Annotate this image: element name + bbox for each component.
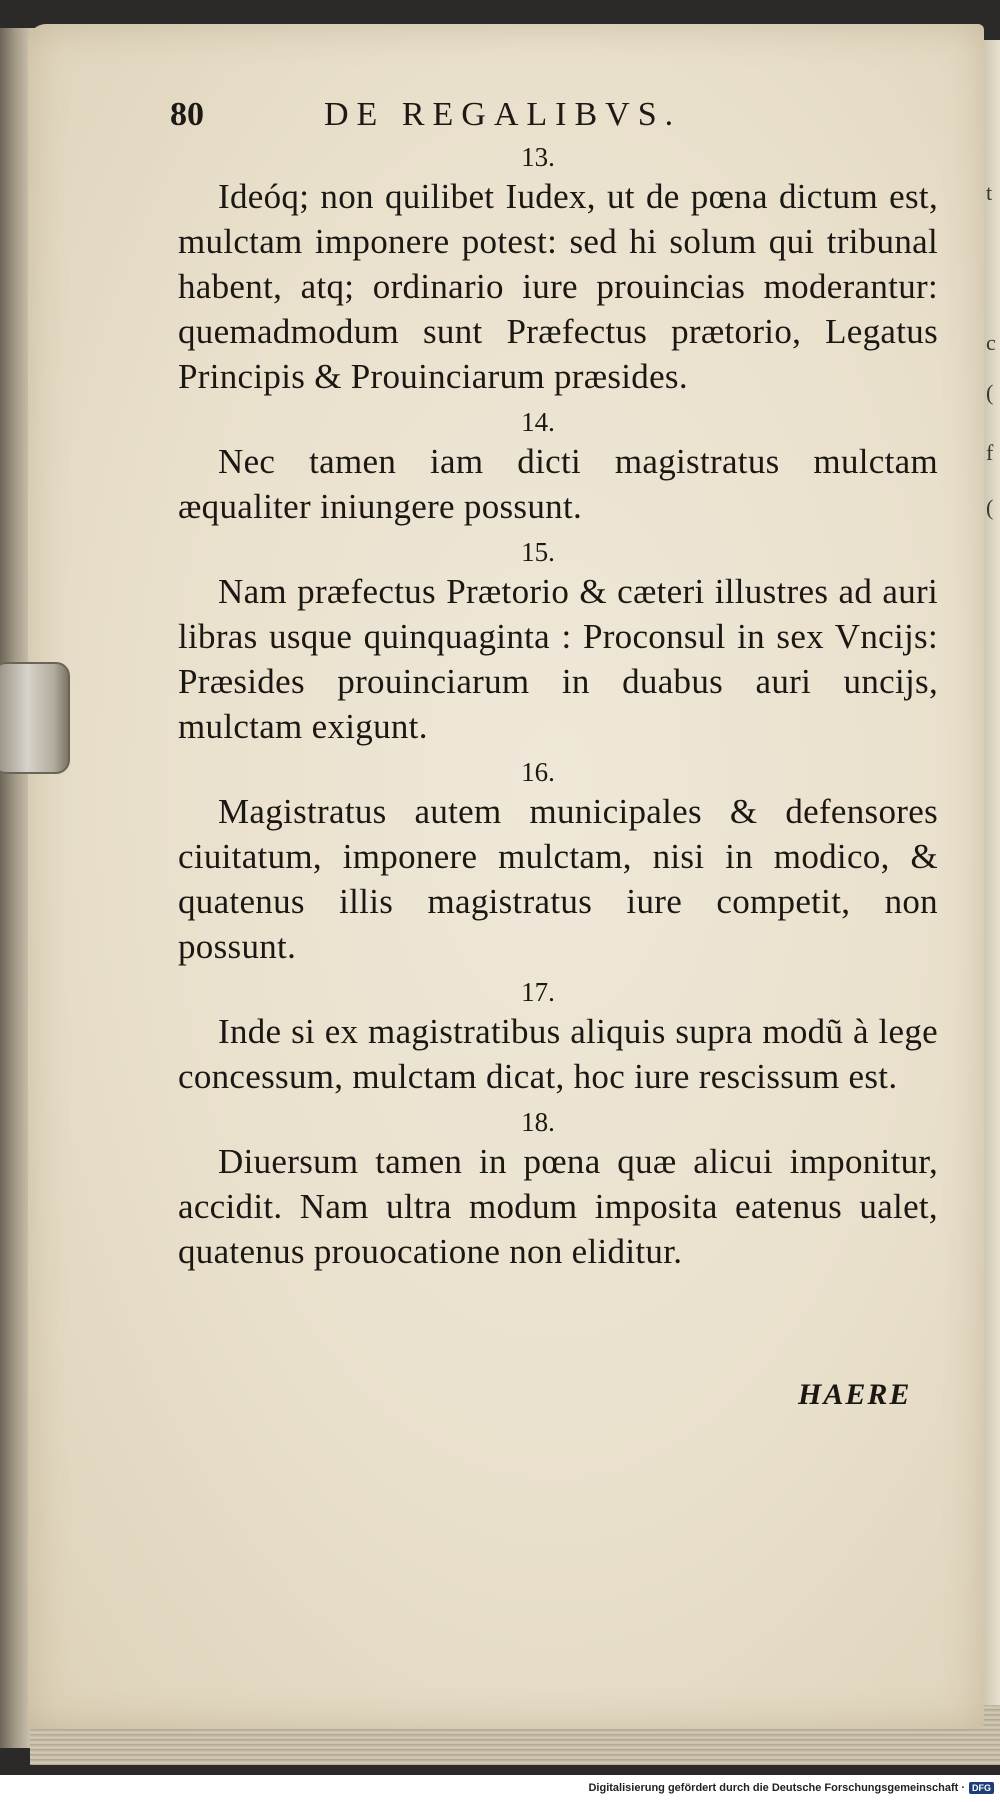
adjacent-page-edge <box>982 40 1000 1730</box>
section-number: 16. <box>521 757 555 787</box>
footer-credit <box>588 1782 994 1794</box>
section-17 <box>178 975 938 1099</box>
running-title: DE REGALIBVS. <box>324 96 682 133</box>
dfg-logo: DFG <box>969 1782 994 1794</box>
book-clip <box>0 662 70 774</box>
section-text: Nec tamen iam dicti magistratus mulctam æqualiter iniungere possunt. <box>178 442 938 526</box>
section-14 <box>178 405 938 529</box>
section-16 <box>178 755 938 969</box>
section-number: 14. <box>521 407 555 437</box>
catchword: HAERE <box>798 1378 912 1411</box>
page-body <box>178 140 938 1280</box>
section-number: 15. <box>521 537 555 567</box>
section-number: 18. <box>521 1107 555 1137</box>
section-text: Diuersum tamen in pœna quæ alicui imponitur, accidit. Nam ultra modum imposita eatenus ualet, quatenus prouocatione non eliditur. <box>178 1142 938 1271</box>
page-number: 80 <box>170 96 204 133</box>
running-head <box>170 96 770 134</box>
section-text: Inde si ex magistratibus aliquis supra modũ à lege concessum, mulctam dicat, hoc iure rescissum est. <box>178 1012 938 1096</box>
section-text: Nam præfectus Prætorio & cæteri illustres ad auri libras usque quinquaginta : Proconsul in sex Vncijs: Præsides prouinciarum in duabus auri uncijs, mulctam exigunt. <box>178 572 938 746</box>
section-text: Ideóq; non quilibet Iudex, ut de pœna dictum est, mulctam imponere potest: sed hi solum qui tribunal habent, atq; ordinario iure prouincias moderantur: quemadmodum sunt Præfectus prætorio, Legatus Principis & Prouinciarum præsides. <box>178 177 938 396</box>
section-13 <box>178 140 938 399</box>
section-number: 13. <box>521 142 555 172</box>
section-18 <box>178 1105 938 1274</box>
section-number: 17. <box>521 977 555 1007</box>
section-15 <box>178 535 938 749</box>
section-text: Magistratus autem municipales & defensores ciuitatum, imponere mulctam, nisi in modico, & quatenus illis magistratus iure competit, non possunt. <box>178 792 938 966</box>
funding-credit-text: Digitalisierung gefördert durch die Deutsche Forschungsgemeinschaft · <box>588 1782 965 1794</box>
